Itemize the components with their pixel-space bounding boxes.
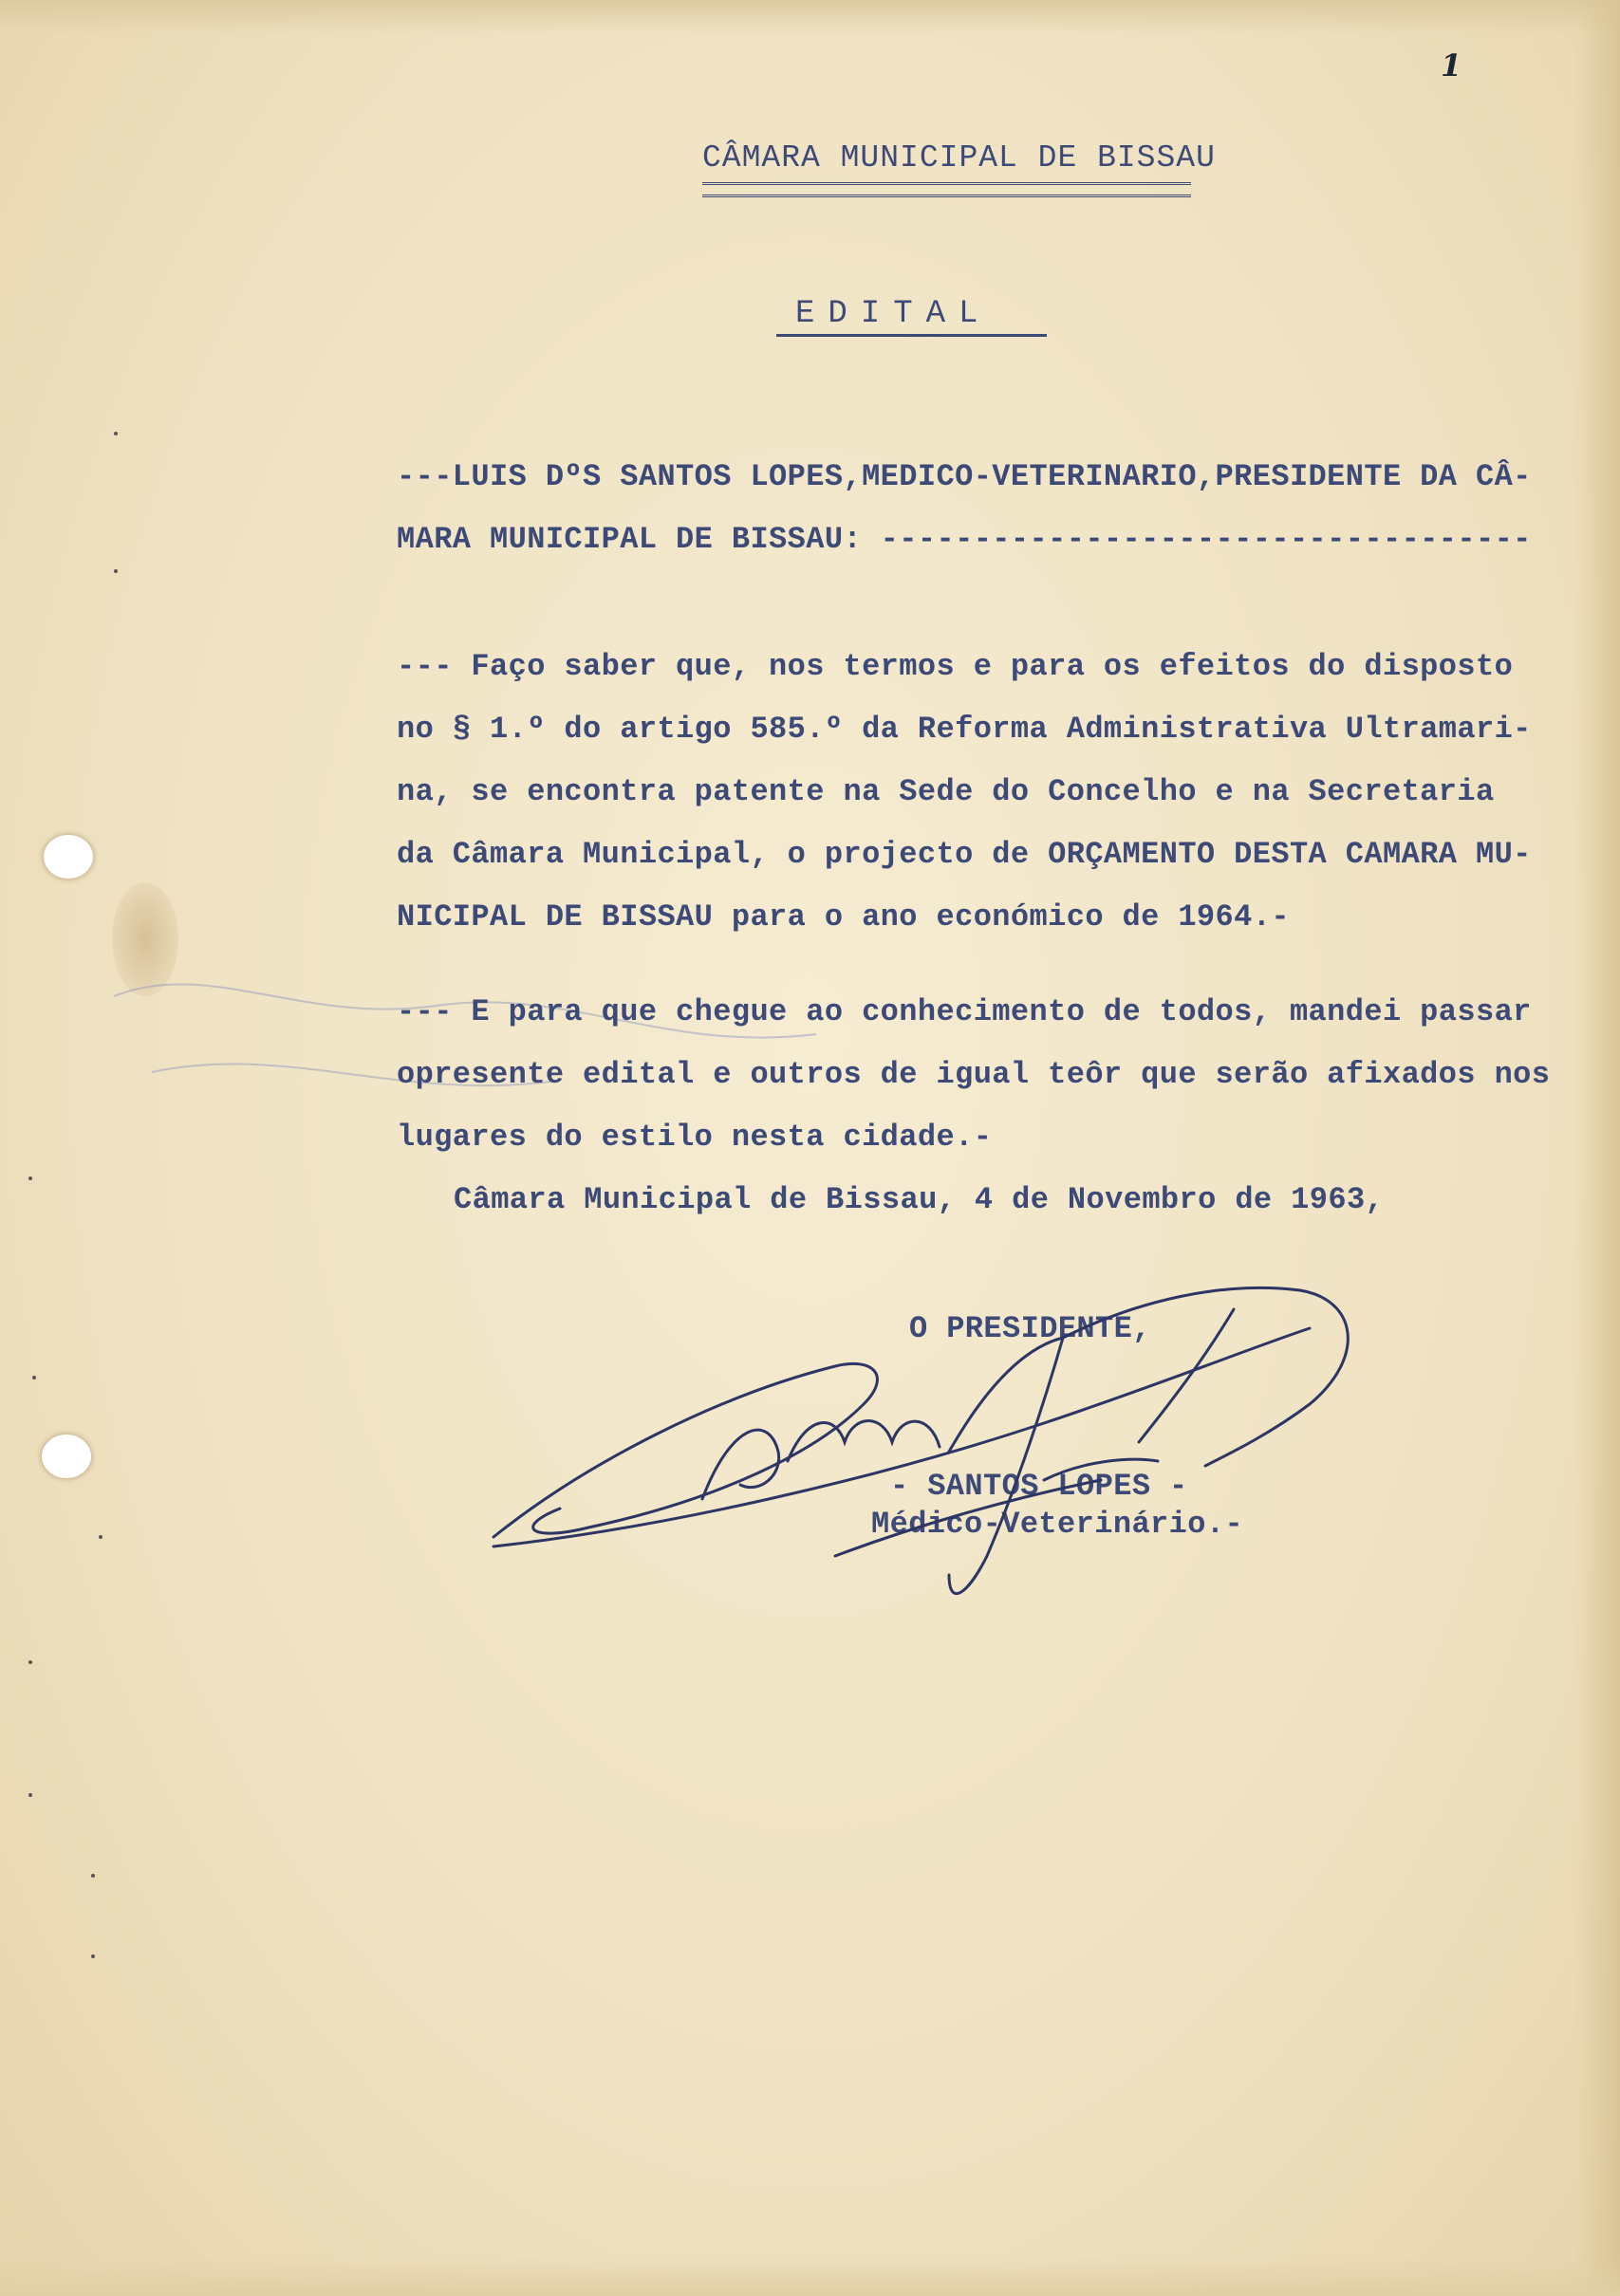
paragraph1-line: no § 1.º do artigo 585.º da Reforma Administrativa Ultramari- <box>397 712 1532 747</box>
signatory-title: Médico-Veterinário.- <box>871 1507 1244 1542</box>
intro-line-1: ---LUIS DºS SANTOS LOPES,MEDICO-VETERINARIO,PRESIDENTE DA CÂ- <box>397 459 1532 494</box>
header-title: CÂMARA MUNICIPAL DE BISSAU <box>702 140 1216 176</box>
document-title: EDITAL <box>795 296 992 332</box>
paper-speck <box>32 1376 36 1379</box>
paper-speck <box>99 1535 102 1539</box>
document-title-underline <box>776 334 1047 337</box>
paragraph2-line: opresente edital e outros de igual teôr que serão afixados nos <box>397 1057 1551 1092</box>
paper-edge-top <box>0 0 1620 34</box>
paragraph1-line: da Câmara Municipal, o projecto de ORÇAMENTO DESTA CAMARA MU- <box>397 837 1532 872</box>
signature-role: O PRESIDENTE, <box>909 1311 1151 1346</box>
header-double-underline <box>702 182 1191 197</box>
paragraph1-line: --- Faço saber que, nos termos e para os efeitos do disposto <box>397 649 1514 684</box>
punch-hole-bottom <box>42 1435 91 1478</box>
paragraph1-line: na, se encontra patente na Sede do Concelho e na Secretaria <box>397 774 1495 809</box>
paper-speck <box>28 1660 32 1664</box>
paragraph2-line: --- E para que chegue ao conhecimento de todos, mandei passar <box>397 994 1532 1029</box>
paper-speck <box>91 1874 95 1878</box>
paper-speck <box>114 569 118 573</box>
paper-speck <box>28 1176 32 1180</box>
punch-hole-top <box>44 835 93 879</box>
signatory-name: - SANTOS LOPES - <box>890 1469 1188 1504</box>
paragraph1-line: NICIPAL DE BISSAU para o ano económico de 1964.- <box>397 899 1290 935</box>
paragraph2-line: lugares do estilo nesta cidade.- <box>397 1120 993 1155</box>
paper-edge-right <box>1575 0 1620 2296</box>
date-line: Câmara Municipal de Bissau, 4 de Novembro de 1963, <box>454 1182 1385 1217</box>
handwritten-signature <box>475 1271 1405 1622</box>
paper-speck <box>28 1793 32 1797</box>
page-number: 1 <box>1441 47 1462 83</box>
paper-speck <box>91 1954 95 1958</box>
paper-speck <box>114 432 118 435</box>
intro-line-2: MARA MUNICIPAL DE BISSAU: ----------------------------------- <box>397 522 1532 557</box>
paper-edge-bottom <box>0 2258 1620 2296</box>
